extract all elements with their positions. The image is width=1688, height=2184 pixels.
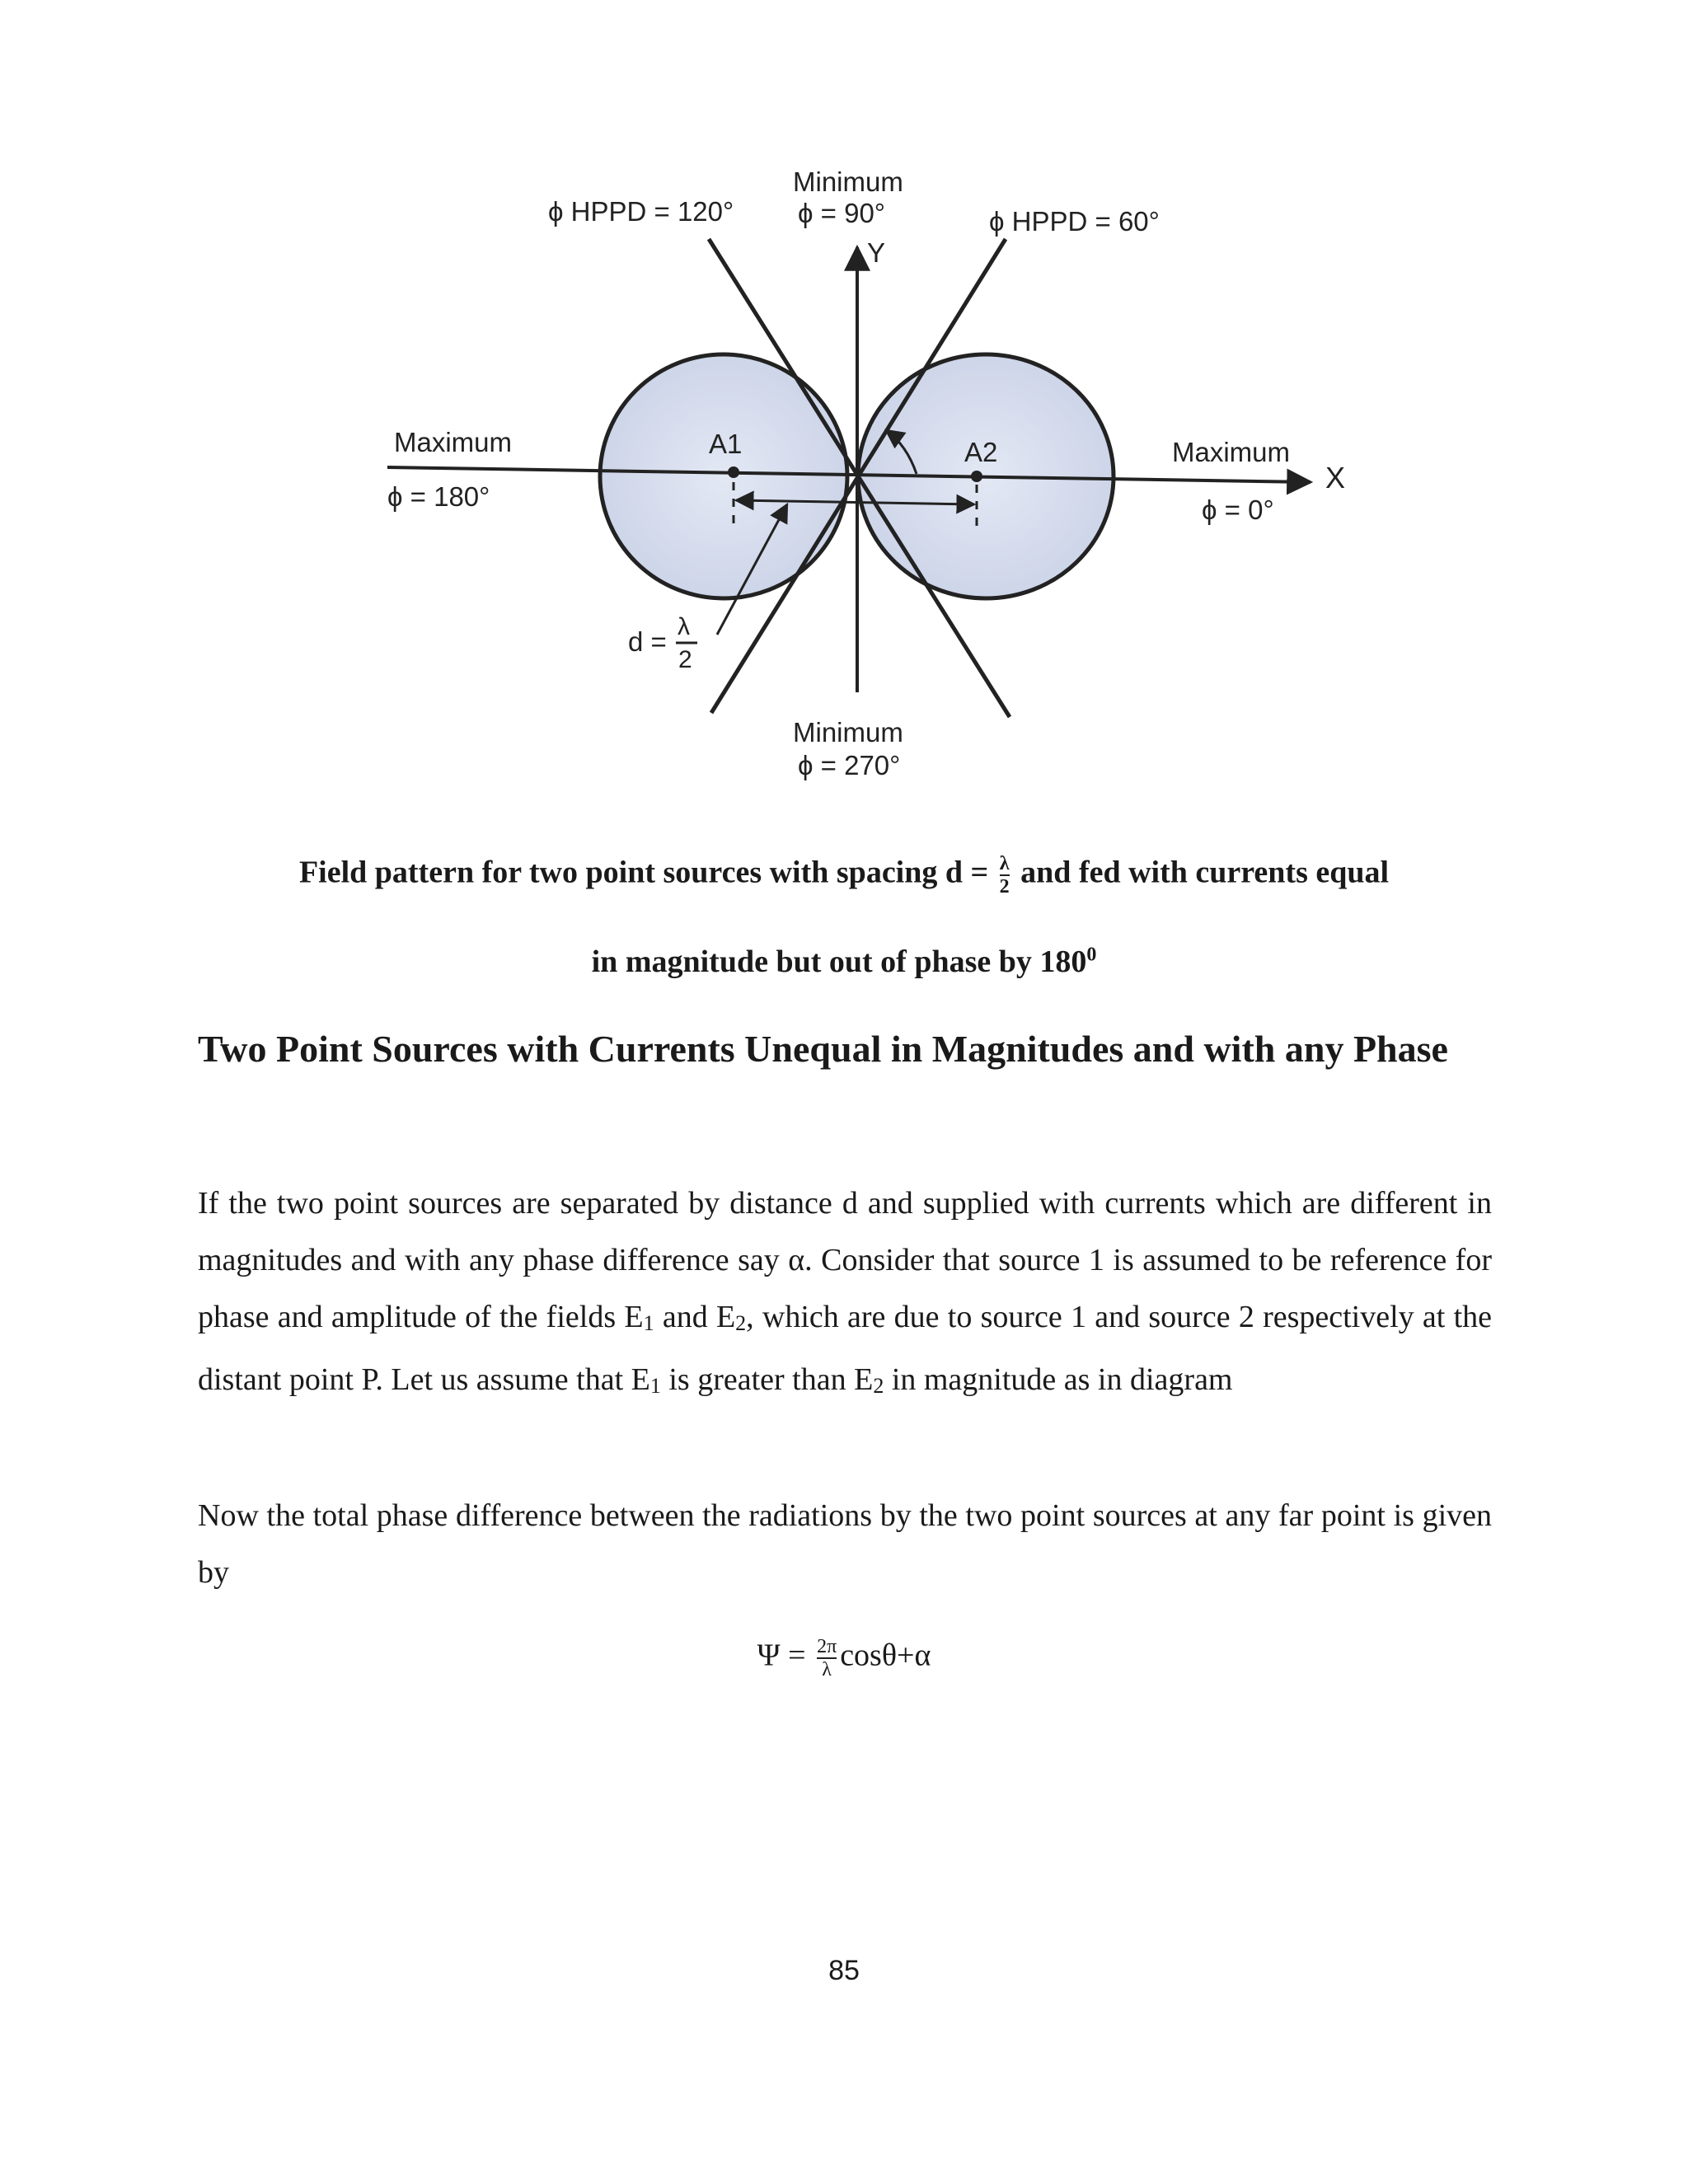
- left-lobe: [600, 354, 847, 598]
- paragraph-1: If the two point sources are separated by distance d and supplied with currents which are different in magnitudes and with any phase difference say α. Consider that source 1 is assumed to be reference for phase and amplitude of the fields E1 and E2, which are due to source 1 and source 2 respectively at the distant point P. Let us assume that E1 is greater than E2 in magnitude as in diagram: [198, 1186, 1493, 1398]
- label-d: d =: [628, 626, 667, 657]
- source-a2-point: [971, 471, 982, 482]
- paragraph-2: Now the total phase difference between the radiations by the two point sources at any far point is given by: [198, 1498, 1492, 1590]
- figure-caption-line-2: in magnitude but out of phase by $180^0$: [591, 944, 1097, 979]
- label-maximum-left: Maximum: [394, 427, 513, 457]
- label-maximum-right: Maximum: [1172, 437, 1291, 467]
- label-y-axis: Y: [867, 237, 886, 268]
- label-phi-270: ϕ = 270°: [798, 750, 901, 780]
- equation-fraction: $\frac{2\pi}{\lambda}$: [817, 1636, 837, 1680]
- label-hppd-60: ϕ HPPD = 60°: [989, 206, 1160, 237]
- label-phi-0: ϕ = 0°: [1202, 494, 1274, 525]
- label-d-two: 2: [678, 646, 692, 673]
- label-minimum-top: Minimum: [793, 166, 903, 197]
- caption-fraction: $\frac{\lambda}{2}$: [999, 853, 1010, 898]
- label-phi-90: ϕ = 90°: [798, 198, 885, 228]
- label-x-axis: X: [1325, 461, 1346, 494]
- page-number: 85: [828, 1955, 860, 1986]
- field-pattern-figure: [0, 0, 1688, 824]
- section-heading: Two Point Sources with Currents Unequal in Magnitudes and with any Phase: [198, 1028, 1448, 1070]
- label-phi-180: ϕ = 180°: [387, 481, 490, 512]
- label-a2: A2: [964, 437, 998, 467]
- label-a1: A1: [709, 429, 743, 459]
- label-minimum-bottom: Minimum: [793, 717, 903, 748]
- label-d-lambda: λ: [678, 613, 690, 640]
- phase-equation: Ψ = $\frac{2\pi}{\lambda}$ cosθ+α: [757, 1636, 931, 1680]
- figure-caption-line-1: Field pattern for two point sources with spacing d = $\frac{\lambda}{2}$ and fed with currents equal: [298, 853, 1390, 898]
- source-a1-point: [728, 466, 739, 478]
- label-hppd-120: ϕ HPPD = 120°: [548, 196, 734, 227]
